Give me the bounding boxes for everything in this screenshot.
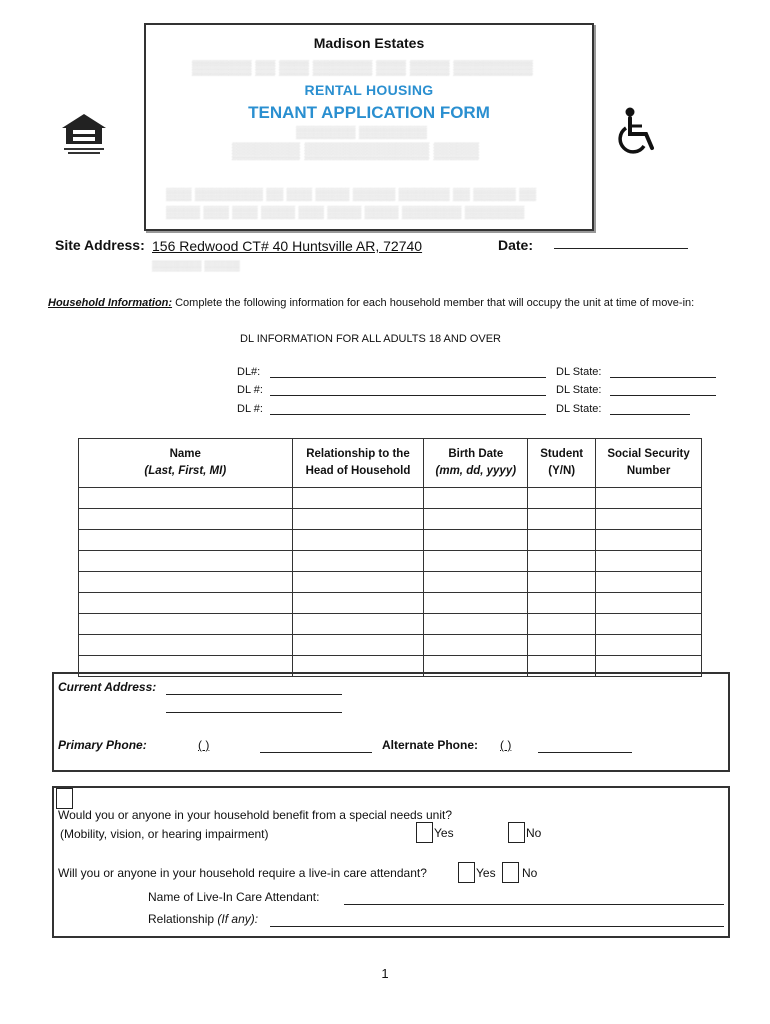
- table-row: [79, 614, 702, 635]
- dl-number-field[interactable]: [270, 377, 546, 378]
- rental-housing-title: RENTAL HOUSING: [304, 82, 434, 98]
- attendant-yes-checkbox[interactable]: [458, 862, 475, 883]
- table-header-row: [79, 439, 702, 488]
- faded-text: ▒▒▒▒▒▒ ▒▒▒▒▒▒▒▒▒▒▒ ▒▒▒▒: [232, 143, 479, 160]
- dl-state-field[interactable]: [610, 395, 716, 396]
- primary-phone-field[interactable]: [260, 752, 372, 753]
- faded-text: ▒▒▒ ▒▒▒▒▒▒▒▒ ▒▒ ▒▒▒ ▒▒▒▒ ▒▒▒▒▒ ▒▒▒▒▒▒ ▒▒ ▒▒▒▒▒ ▒▒: [166, 187, 537, 201]
- header-box: [144, 23, 594, 231]
- date-label: Date:: [498, 237, 534, 253]
- special-needs-subtext: (Mobility, vision, or hearing impairment): [60, 827, 269, 841]
- wheelchair-icon: [614, 106, 664, 158]
- tenant-application-title: TENANT APPLICATION FORM: [248, 103, 490, 122]
- household-members-table: [78, 438, 702, 677]
- site-address-value: 156 Redwood CT# 40 Huntsville AR, 72740: [152, 238, 423, 254]
- dl-state-label: DL State:: [556, 403, 602, 415]
- table-row: [79, 488, 702, 509]
- table-row: [79, 551, 702, 572]
- current-address-field-1[interactable]: [166, 694, 342, 695]
- attendant-name-field[interactable]: [344, 904, 724, 905]
- relationship-label: Relationship (If any):: [148, 912, 259, 926]
- faded-text: ▒▒▒▒▒▒▒ ▒▒▒▒▒: [152, 261, 240, 272]
- attendant-no-label: No: [522, 866, 538, 880]
- alternate-phone-field[interactable]: [538, 752, 632, 753]
- special-needs-yes-checkbox[interactable]: [416, 822, 433, 843]
- column-header-ssn: Social Security Number: [596, 439, 702, 488]
- special-needs-no-label: No: [526, 826, 542, 840]
- attendant-question: Will you or anyone in your household require a live-in care attendant?: [58, 866, 427, 880]
- special-needs-question: Would you or anyone in your household benefit from a special needs unit?: [58, 808, 453, 822]
- attendant-name-label: Name of Live-In Care Attendant:: [148, 890, 320, 904]
- table-row: [79, 509, 702, 530]
- contact-box: [52, 672, 730, 772]
- attendant-no-checkbox[interactable]: [502, 862, 519, 883]
- table-row: [79, 635, 702, 656]
- column-header-relationship: Relationship to the Head of Household: [292, 439, 424, 488]
- attendant-yes-label: Yes: [476, 866, 496, 880]
- table-row: [79, 572, 702, 593]
- table-row: [79, 530, 702, 551]
- dl-state-field[interactable]: [610, 377, 716, 378]
- relationship-hint: (If any):: [217, 912, 259, 926]
- table-row: [79, 593, 702, 614]
- column-header-name: Name (Last, First, MI): [79, 439, 293, 488]
- faded-text: ▒▒▒▒▒▒ ▒▒ ▒▒▒ ▒▒▒▒▒▒ ▒▒▒ ▒▒▒▒ ▒▒▒▒▒▒▒▒: [192, 59, 533, 75]
- dl-state-field[interactable]: [610, 414, 690, 415]
- current-address-field-2[interactable]: [166, 712, 342, 713]
- current-address-label: Current Address:: [58, 680, 157, 694]
- dl-number-field[interactable]: [270, 414, 546, 415]
- dl-number-label: DL #:: [237, 384, 263, 396]
- alternate-phone-label: Alternate Phone:: [382, 738, 479, 752]
- faded-text: ▒▒▒▒ ▒▒▒ ▒▒▒ ▒▒▒▒ ▒▒▒ ▒▒▒▒ ▒▒▒▒ ▒▒▒▒▒▒▒ ▒▒▒▒▒▒▒: [166, 205, 525, 219]
- special-needs-checkbox[interactable]: [56, 788, 73, 809]
- special-needs-yes-label: Yes: [434, 826, 454, 840]
- dl-number-label: DL#:: [237, 366, 261, 378]
- special-needs-box: [52, 786, 730, 938]
- faded-text: ▒▒▒▒▒▒▒ ▒▒▒▒▒▒▒▒: [296, 125, 427, 139]
- site-address-label: Site Address:: [55, 237, 145, 253]
- estate-name: Madison Estates: [313, 35, 425, 51]
- primary-phone-label: Primary Phone:: [58, 738, 147, 752]
- column-header-student: Student (Y/N): [528, 439, 596, 488]
- relationship-field[interactable]: [270, 926, 724, 927]
- equal-housing-icon: [60, 112, 108, 156]
- dl-number-label: DL #:: [237, 403, 263, 415]
- column-header-birth-date: Birth Date (mm, dd, yyyy): [424, 439, 528, 488]
- dl-state-label: DL State:: [556, 384, 602, 396]
- household-info-label: Household Information:: [48, 297, 173, 309]
- alternate-phone-area[interactable]: ( ): [500, 738, 512, 752]
- household-instructions: [48, 297, 694, 309]
- primary-phone-area[interactable]: ( ): [198, 738, 210, 752]
- dl-state-label: DL State:: [556, 366, 602, 378]
- household-instructions-text: Complete the following information for each household member that will occupy the unit at time of move-in:: [175, 297, 695, 309]
- page-number: 1: [381, 966, 389, 981]
- special-needs-no-checkbox[interactable]: [508, 822, 525, 843]
- date-field[interactable]: [554, 248, 688, 249]
- dl-number-field[interactable]: [270, 395, 546, 396]
- dl-heading: DL INFORMATION FOR ALL ADULTS 18 AND OVER: [240, 333, 502, 345]
